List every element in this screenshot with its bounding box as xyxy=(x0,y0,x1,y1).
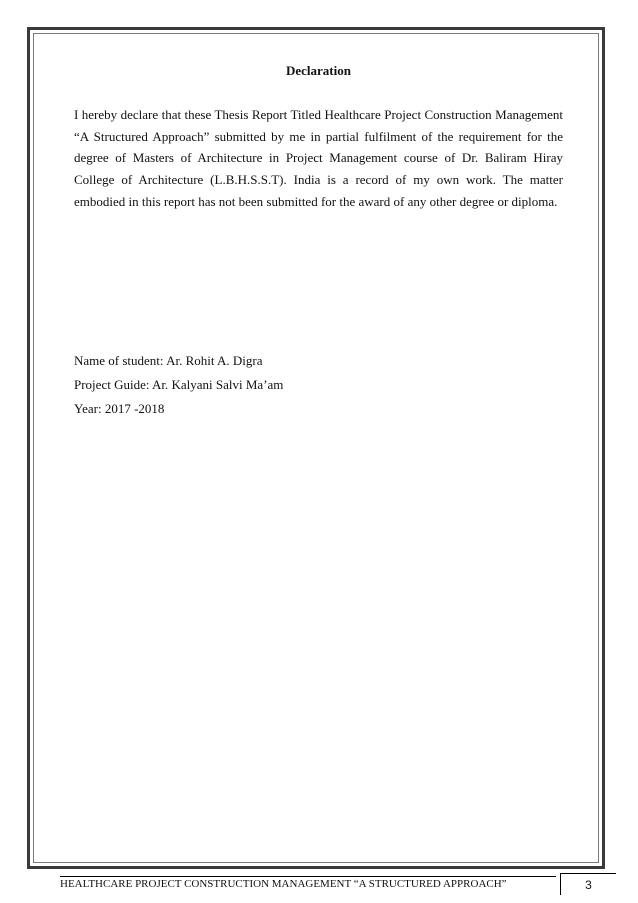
academic-year: Year: 2017 -2018 xyxy=(74,401,165,416)
page-title: Declaration xyxy=(286,63,351,78)
student-name: Name of student: Ar. Rohit A. Digra xyxy=(74,353,263,368)
declaration-paragraph: I hereby declare that these Thesis Report Titled Healthcare Project Construction Management “A Structured Approach” submitted by me in partial fulfilment of the requirement for the degree of Masters of Architecture in Project Management course of Dr. Baliram Hiray College of Architecture (L.B.H.S.S.T). India is a record of my own work. The matter embodied in this report has not been submitted for the award of any other degree or diploma. xyxy=(74,107,563,209)
student-details xyxy=(74,350,283,422)
project-guide: Project Guide: Ar. Kalyani Salvi Ma’am xyxy=(74,377,284,392)
footer-title: HEALTHCARE PROJECT CONSTRUCTION MANAGEMENT “A STRUCTURED APPROACH” xyxy=(60,878,507,890)
page-number: 3 xyxy=(560,873,616,895)
declaration-content xyxy=(74,62,563,213)
